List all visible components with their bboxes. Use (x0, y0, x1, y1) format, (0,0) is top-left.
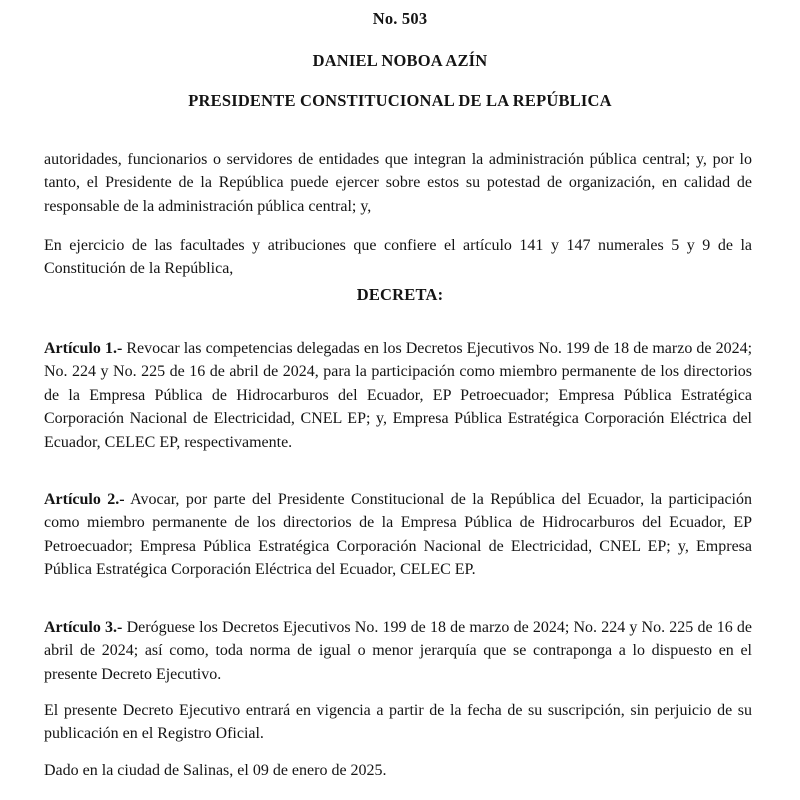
vigencia-paragraph: El presente Decreto Ejecutivo entrará en vigencia a partir de la fecha de su suscripción, sin perjuicio de su publicación en el Registro Oficial. (44, 702, 752, 743)
article-1-text: Revocar las competencias delegadas en los Decretos Ejecutivos No. 199 de 18 de marzo de 2024; No. 224 y No. 225 de 16 de abril de 2024, para la participación como miembro permanente de los directorios de la Empresa Pública de Hidrocarburos del Ecuador, EP Petroecuador; Empresa Pública Estratégica Corporación Nacional de Electricidad, CNEL EP; y, Empresa Pública Estratégica Corporación Eléctrica del Ecuador, CELEC EP, respectivamente. (44, 340, 753, 451)
article-3-label: Artículo 3.- (44, 619, 123, 636)
decree-number: No. 503 (372, 9, 428, 28)
article-2-text: Avocar, por parte del Presidente Constitucional de la República del Ecuador, la participación como miembro permanente de los directorios de la Empresa Pública de Hidrocarburos del Ecuador, EP Petroecuador; Empresa Pública Estratégica Corporación Nacional de Electricidad, CNEL EP; y, Empresa Pública Estratégica Corporación Eléctrica del Ecuador, CELEC EP. (44, 491, 752, 579)
article-3 (44, 616, 752, 686)
dado-paragraph: Dado en la ciudad de Salinas, el 09 de enero de 2025. (44, 762, 387, 779)
article-2 (44, 488, 752, 582)
president-name: DANIEL NOBOA AZÍN (312, 51, 488, 70)
intro-paragraph: autoridades, funcionarios o servidores de entidades que integran la administración pública central; y, por lo tanto, el Presidente de la República puede ejercer sobre estos su potestad de organización, en calidad de responsable de la administración pública central; y, (44, 151, 752, 215)
article-2-label: Artículo 2.- (44, 491, 125, 508)
article-3-text: Deróguese los Decretos Ejecutivos No. 199 de 18 de marzo de 2024; No. 224 y No. 225 de 16 de abril de 2024; así como, toda norma de igual o menor jerarquía que se contraponga a lo dispuesto en el presente Decreto Ejecutivo. (44, 619, 753, 683)
decreta-heading: DECRETA: (356, 285, 444, 304)
president-office: PRESIDENTE CONSTITUCIONAL DE LA REPÚBLICA (188, 91, 612, 110)
article-1-label: Artículo 1.- (44, 340, 123, 357)
ejercicio-paragraph: En ejercicio de las facultades y atribuciones que confiere el artículo 141 y 147 numerales 5 y 9 de la Constitución de la República, (44, 237, 752, 278)
article-1 (44, 337, 752, 454)
